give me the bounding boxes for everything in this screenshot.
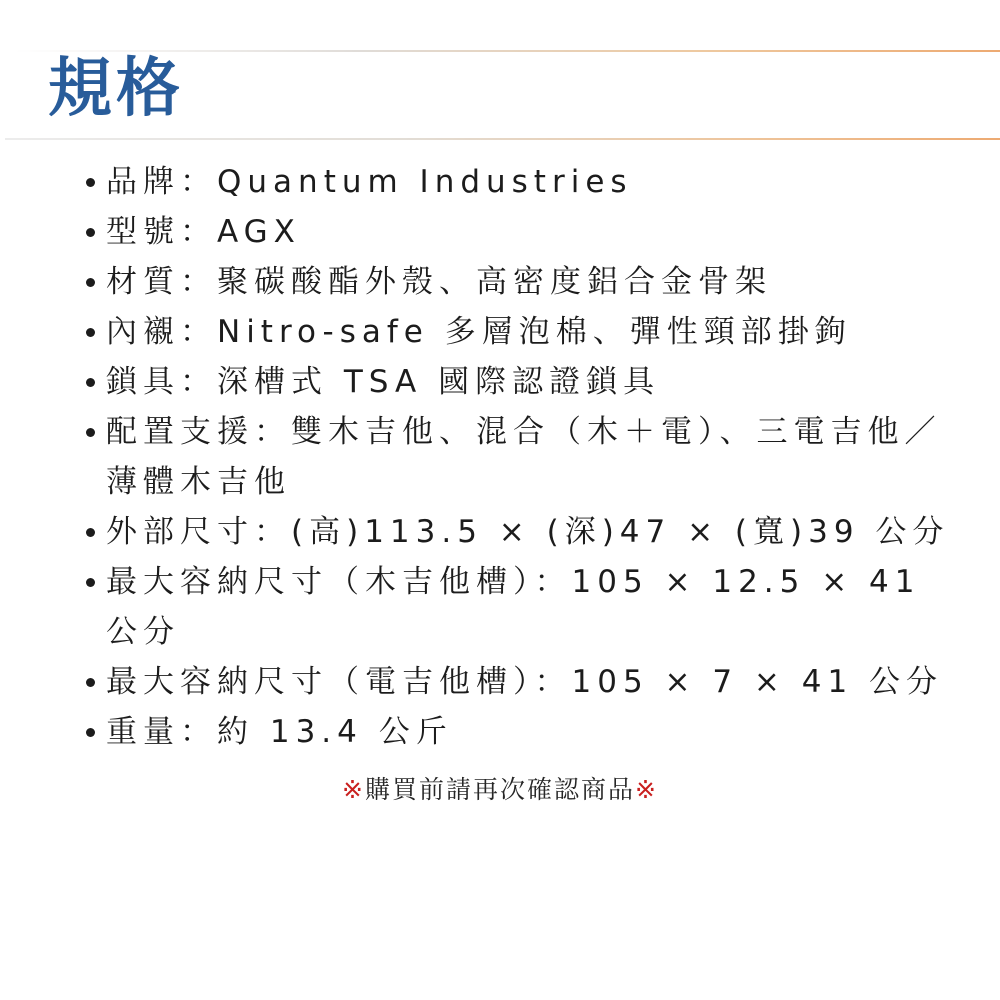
title-divider — [5, 138, 1000, 140]
bullet-icon — [86, 378, 95, 387]
bullet-icon — [86, 278, 95, 287]
spec-text: 鎖具：深槽式 TSA 國際認證鎖具 — [106, 364, 661, 400]
spec-list — [106, 157, 952, 757]
spec-item-max-capacity-electric — [106, 657, 952, 707]
purchase-notice — [0, 770, 1000, 810]
bullet-icon — [86, 578, 95, 587]
spec-item-configuration-support — [106, 407, 952, 507]
purchase-notice-text: 購買前請再次確認商品 — [364, 775, 635, 804]
spec-text: 材質：聚碳酸酯外殼、高密度鋁合金骨架 — [106, 264, 772, 300]
bullet-icon — [86, 678, 95, 687]
reference-mark-left: ※ — [342, 775, 365, 804]
bullet-icon — [86, 178, 95, 187]
bullet-icon — [86, 228, 95, 237]
bullet-icon — [86, 528, 95, 537]
bullet-icon — [86, 428, 95, 437]
spec-item-outer-dimensions — [106, 507, 952, 557]
spec-text: 型號：AGX — [106, 214, 301, 250]
spec-item-material — [106, 257, 952, 307]
spec-item-weight — [106, 707, 952, 757]
spec-text: 重量：約 13.4 公斤 — [106, 714, 453, 750]
bullet-icon — [86, 328, 95, 337]
spec-item-lock — [106, 357, 952, 407]
page-title: 規格 — [48, 52, 184, 126]
spec-text: 外部尺寸：(高)113.5 × (深)47 × (寬)39 公分 — [106, 514, 950, 550]
spec-text: 內襯：Nitro-safe 多層泡棉、彈性頸部掛鉤 — [106, 314, 852, 350]
spec-text: 最大容納尺寸（木吉他槽）：105 × 12.5 × 41 公分 — [106, 564, 921, 650]
reference-mark-right: ※ — [635, 775, 658, 804]
spec-item-model — [106, 207, 952, 257]
spec-text: 品牌：Quantum Industries — [106, 164, 633, 200]
spec-item-lining — [106, 307, 952, 357]
spec-item-brand — [106, 157, 952, 207]
spec-text: 最大容納尺寸（電吉他槽）：105 × 7 × 41 公分 — [106, 664, 944, 700]
spec-item-max-capacity-acoustic — [106, 557, 952, 657]
bullet-icon — [86, 728, 95, 737]
spec-text: 配置支援：雙木吉他、混合（木＋電）、三電吉他／薄體木吉他 — [106, 414, 942, 500]
